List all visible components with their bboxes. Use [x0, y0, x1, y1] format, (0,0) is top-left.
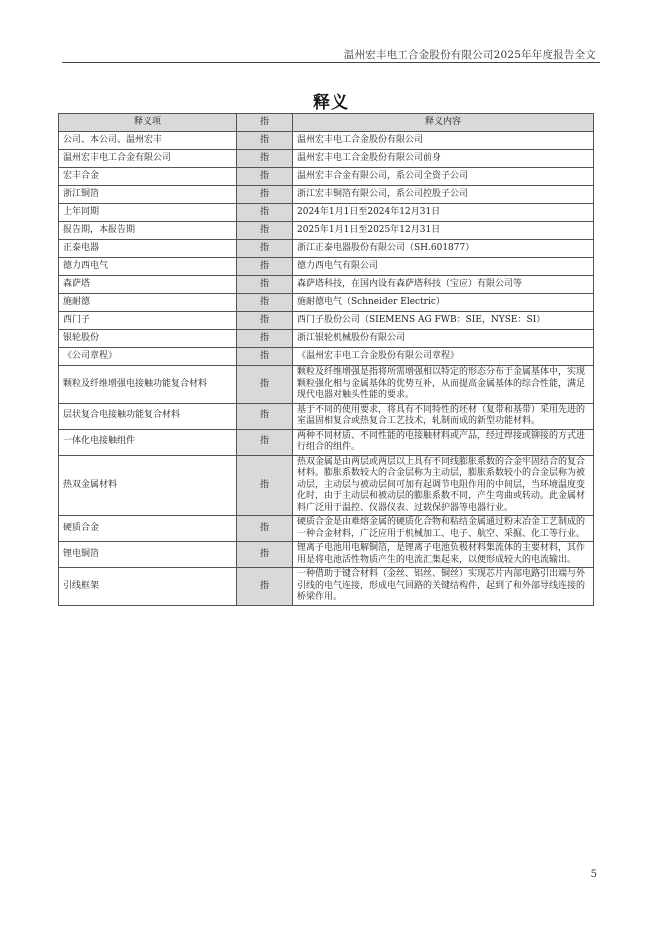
desc-cell: 2025年1月1日至2025年12月31日	[293, 222, 594, 240]
desc-cell: 颗粒及纤维增强是指将所需增强相以特定的形态分布于金属基体中，实现颗粒强化相与金属基体的优势互补，从而提高金属基体的综合性能，满足现代电器对触头性能的要求。	[293, 366, 594, 404]
term-cell: 一体化电接触组件	[59, 429, 237, 455]
desc-cell: 锂离子电池用电解铜箔，是锂离子电池负极材料集流体的主要材料，其作用是将电池活性物质产生的电流汇集起来，以便形成较大的电流输出。	[293, 542, 594, 568]
ref-cell: 指	[237, 568, 293, 606]
desc-cell: 森萨塔科技，在国内设有森萨塔科技（宝应）有限公司等	[293, 276, 594, 294]
header-divider	[62, 62, 600, 63]
term-cell: 热双金属材料	[59, 455, 237, 516]
ref-cell: 指	[237, 240, 293, 258]
column-header-term: 释义项	[59, 114, 237, 132]
term-cell: 温州宏丰电工合金有限公司	[59, 150, 237, 168]
ref-cell: 指	[237, 516, 293, 542]
ref-cell: 指	[237, 168, 293, 186]
column-header-desc: 释义内容	[293, 114, 594, 132]
ref-cell: 指	[237, 258, 293, 276]
table-row	[59, 276, 594, 294]
table-row	[59, 403, 594, 429]
ref-cell: 指	[237, 186, 293, 204]
table-row	[59, 348, 594, 366]
ref-cell: 指	[237, 276, 293, 294]
term-cell: 引线框架	[59, 568, 237, 606]
ref-cell: 指	[237, 204, 293, 222]
table-row	[59, 240, 594, 258]
page-number: 5	[590, 869, 597, 880]
table-row	[59, 294, 594, 312]
column-header-ref: 指	[237, 114, 293, 132]
ref-cell: 指	[237, 455, 293, 516]
term-cell: 上年同期	[59, 204, 237, 222]
table-row	[59, 222, 594, 240]
desc-cell: 施耐德电气（Schneider Electric）	[293, 294, 594, 312]
term-cell: 宏丰合金	[59, 168, 237, 186]
term-cell: 层状复合电接触功能复合材料	[59, 403, 237, 429]
desc-cell: 《温州宏丰电工合金股份有限公司章程》	[293, 348, 594, 366]
ref-cell: 指	[237, 403, 293, 429]
term-cell: 银轮股份	[59, 330, 237, 348]
table-row	[59, 168, 594, 186]
table-row	[59, 568, 594, 606]
table-header-row	[59, 114, 594, 132]
desc-cell: 2024年1月1日至2024年12月31日	[293, 204, 594, 222]
desc-cell: 两种不同材质、不同性能的电接触材料或产品，经过焊接或铆接的方式进行组合的组件。	[293, 429, 594, 455]
section-title: 释义	[313, 93, 349, 113]
term-cell: 德力西电气	[59, 258, 237, 276]
desc-cell: 西门子股份公司（SIEMENS AG FWB：SIE，NYSE：SI）	[293, 312, 594, 330]
term-cell: 《公司章程》	[59, 348, 237, 366]
definitions-table	[58, 113, 594, 606]
table-row	[59, 132, 594, 150]
term-cell: 西门子	[59, 312, 237, 330]
ref-cell: 指	[237, 132, 293, 150]
table-row	[59, 516, 594, 542]
ref-cell: 指	[237, 348, 293, 366]
table-row	[59, 542, 594, 568]
table-row	[59, 455, 594, 516]
ref-cell: 指	[237, 542, 293, 568]
desc-cell: 一种借助于键合材料（金丝、铝丝、铜丝）实现芯片内部电路引出端与外引线的电气连接，形成电气回路的关键结构件，起到了和外部导线连接的桥梁作用。	[293, 568, 594, 606]
term-cell: 公司、本公司、温州宏丰	[59, 132, 237, 150]
ref-cell: 指	[237, 330, 293, 348]
ref-cell: 指	[237, 366, 293, 404]
desc-cell: 热双金属是由两层或两层以上具有不同线膨胀系数的合金牢固结合的复合材料。膨胀系数较大的合金层称为主动层，膨胀系数较小的合金层称为被动层，主动层与被动层间可加有起调节电阻作用的中间层，当环境温度变化时，由于主动层和被动层的膨胀系数不同，产生弯曲或转动。此金属材料广泛用于温控、仪器仪表、过载保护器等电器行业。	[293, 455, 594, 516]
term-cell: 施耐德	[59, 294, 237, 312]
ref-cell: 指	[237, 429, 293, 455]
desc-cell: 硬质合金是由难熔金属的硬质化合物和粘结金属通过粉末冶金工艺制成的一种合金材料，广泛应用于机械加工、电子、航空、采掘、化工等行业。	[293, 516, 594, 542]
desc-cell: 温州宏丰电工合金股份有限公司前身	[293, 150, 594, 168]
table-row	[59, 204, 594, 222]
table-row	[59, 312, 594, 330]
table-row	[59, 150, 594, 168]
table-row	[59, 258, 594, 276]
ref-cell: 指	[237, 150, 293, 168]
desc-cell: 温州宏丰合金有限公司，系公司全资子公司	[293, 168, 594, 186]
table-row	[59, 186, 594, 204]
ref-cell: 指	[237, 222, 293, 240]
desc-cell: 德力西电气有限公司	[293, 258, 594, 276]
desc-cell: 基于不同的使用要求，将具有不同特性的坯材（复带和基带）采用先进的室温固相复合或热复合工艺技术，轧制而成的新型功能材料。	[293, 403, 594, 429]
term-cell: 正泰电器	[59, 240, 237, 258]
table-row	[59, 330, 594, 348]
ref-cell: 指	[237, 312, 293, 330]
desc-cell: 浙江正泰电器股份有限公司（SH.601877）	[293, 240, 594, 258]
term-cell: 颗粒及纤维增强电接触功能复合材料	[59, 366, 237, 404]
term-cell: 锂电铜箔	[59, 542, 237, 568]
term-cell: 浙江铜箔	[59, 186, 237, 204]
table-row	[59, 429, 594, 455]
desc-cell: 浙江银轮机械股份有限公司	[293, 330, 594, 348]
ref-cell: 指	[237, 294, 293, 312]
definitions-table-body	[59, 132, 594, 606]
term-cell: 硬质合金	[59, 516, 237, 542]
term-cell: 森萨塔	[59, 276, 237, 294]
document-header-title: 温州宏丰电工合金股份有限公司2025年年度报告全文	[343, 49, 596, 61]
table-row	[59, 366, 594, 404]
desc-cell: 温州宏丰电工合金股份有限公司	[293, 132, 594, 150]
desc-cell: 浙江宏丰铜箔有限公司，系公司控股子公司	[293, 186, 594, 204]
term-cell: 报告期，本报告期	[59, 222, 237, 240]
